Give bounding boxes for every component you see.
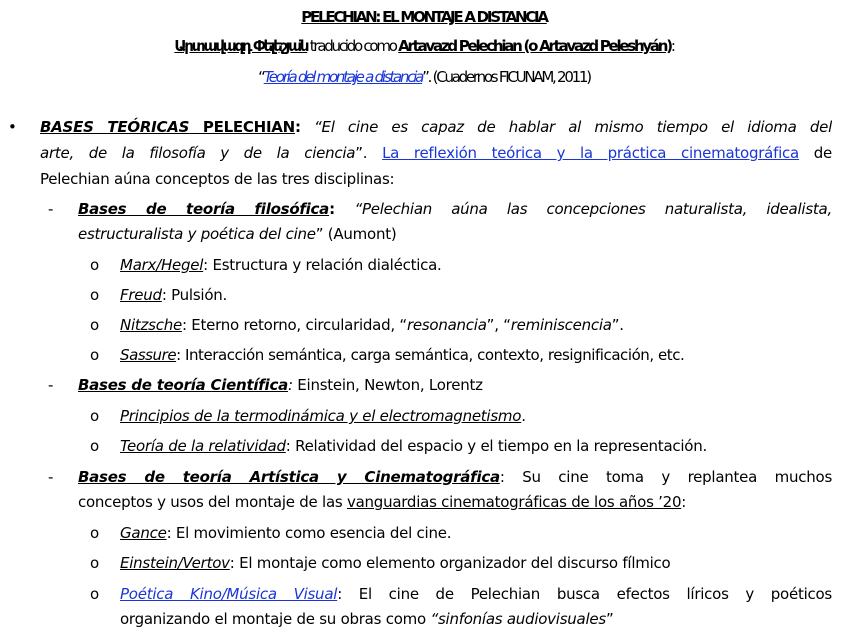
- book-quote-open: “: [258, 68, 264, 86]
- list-item-nitzsche: [120, 314, 624, 336]
- item-text: ”, “: [486, 316, 511, 334]
- aumont-quote-line2: estructuralista y poética del cine: [78, 225, 316, 243]
- list-item-gance: [120, 522, 451, 544]
- poetica-kino-link[interactable]: Poética Kino/Música Visual: [120, 585, 338, 603]
- item-text: organizando el montaje de su obras como: [120, 610, 431, 628]
- bases-teoricas-line2: [40, 142, 832, 164]
- list-item-termodinamica: [120, 405, 526, 427]
- pelechian-heading: PELECHIAN: [189, 118, 295, 136]
- item-text: : Interacción semántica, carga semántica, contexto, resignificación, etc.: [176, 346, 685, 364]
- artistica-text: : Su cine toma y replantea muchos: [499, 468, 832, 486]
- filosofica-line2: [78, 223, 396, 245]
- circle-marker: o: [90, 524, 100, 542]
- filosofica-heading: Bases de teoría filosófica: [78, 200, 330, 218]
- sinfonias-term: “sinfonías audiovisuales: [430, 610, 606, 628]
- item-italic-term: reminiscencia: [510, 316, 612, 334]
- list-item-einstein-vertov: [120, 552, 670, 574]
- translated-as-text: traducido como: [307, 37, 399, 55]
- filosofica-colon: :: [329, 200, 355, 218]
- item-text: : Relatividad del espacio y el tiempo en la representación.: [285, 437, 707, 455]
- item-name: Marx/Hegel: [120, 256, 204, 274]
- item-text: : El cine de Pelechian busca efectos líricos y poéticos: [337, 585, 832, 603]
- item-name: Freud: [120, 286, 162, 304]
- artistica-line1: [78, 466, 832, 488]
- item-name: Gance: [120, 524, 167, 542]
- item-text: : El montaje como elemento organizador del discurso fílmico: [229, 554, 671, 572]
- item-text: : Eterno retorno, circularidad, “: [181, 316, 407, 334]
- artistica-text2: conceptos y usos del montaje de las: [78, 493, 347, 511]
- cientifica-line: [78, 374, 483, 396]
- item-text: ”.: [611, 316, 624, 334]
- subtitle-line: [0, 35, 848, 57]
- cine-quote-line1: “El cine es capaz de hablar al mismo tiempo el idioma del: [300, 118, 832, 136]
- vanguardias-text: vanguardias cinematográficas de los años ’20: [346, 493, 682, 511]
- item-text: .: [521, 407, 526, 425]
- dash-marker: -: [48, 376, 54, 394]
- bases-teoricas-heading: BASES TEÓRICAS: [40, 118, 190, 136]
- subtitle-colon: :: [670, 37, 674, 55]
- filosofica-line1: [78, 198, 832, 220]
- dash-marker: -: [48, 468, 54, 486]
- item-text: : Estructura y relación dialéctica.: [203, 256, 442, 274]
- item-name: Principios de la termodinámica y el electromagnetismo: [120, 407, 522, 425]
- item-name: Teoría de la relatividad: [120, 437, 286, 455]
- cientifica-heading: Bases de teoría Científica: [78, 376, 288, 394]
- aumont-attribution: ” (Aumont): [315, 225, 397, 243]
- circle-marker: o: [90, 407, 100, 425]
- cine-quote-line2: arte, de la filosofía y de la ciencia: [40, 144, 356, 162]
- circle-marker: o: [90, 316, 100, 334]
- list-item-poetica-line1: [120, 583, 832, 605]
- book-reference-rest: ”. (Cuadernos FICUNAM, 2011): [422, 68, 590, 86]
- artistica-line2: [78, 491, 686, 513]
- item-name: Sassure: [120, 346, 177, 364]
- list-item-freud: [120, 284, 227, 306]
- book-title-link[interactable]: Teoría del montaje a distancia: [263, 68, 423, 86]
- item-text: : Pulsión.: [161, 286, 228, 304]
- item-name: Einstein/Vertov: [120, 554, 230, 572]
- bases-teoricas-line3: Pelechian aúna conceptos de las tres disciplinas:: [40, 170, 395, 188]
- book-reference-line: [0, 66, 848, 88]
- artistica-heading: Bases de teoría Artística y Cinematográfica: [78, 468, 500, 486]
- item-text: : El movimiento como esencia del cine.: [166, 524, 452, 542]
- reflexion-link[interactable]: La reflexión teórica y la práctica cinematográfica: [382, 144, 800, 162]
- circle-marker: o: [90, 437, 100, 455]
- after-link-text: de: [799, 144, 832, 162]
- list-item-poetica-line2: [120, 608, 613, 630]
- page-title: PELECHIAN: EL MONTAJE A DISTANCIA: [301, 8, 547, 26]
- circle-marker: o: [90, 554, 100, 572]
- aumont-quote-line1: “Pelechian aúna las concepciones naturalista, idealista,: [354, 200, 832, 218]
- bullet-marker: •: [8, 118, 17, 136]
- list-item-marx: [120, 254, 442, 276]
- item-text: ”: [605, 610, 614, 628]
- latin-name: Artavazd Pelechian (o Artavazd Peleshyán): [398, 37, 671, 55]
- cientifica-text: Einstein, Newton, Lorentz: [292, 376, 483, 394]
- heading-colon: :: [294, 118, 301, 136]
- circle-marker: o: [90, 286, 100, 304]
- cientifica-colon: :: [287, 376, 293, 394]
- bases-teoricas-line1: [40, 116, 832, 138]
- list-item-sassure: [120, 344, 684, 366]
- artistica-colon: :: [681, 493, 687, 511]
- item-italic-term: resonancia: [406, 316, 487, 334]
- circle-marker: o: [90, 256, 100, 274]
- cine-quote-close: ”.: [355, 144, 383, 162]
- circle-marker: o: [90, 346, 100, 364]
- list-item-relatividad: [120, 435, 707, 457]
- item-name: Nitzsche: [120, 316, 182, 334]
- circle-marker: o: [90, 585, 100, 603]
- dash-marker: -: [48, 200, 54, 218]
- armenian-name: Արտավազդ Փելեշյան: [174, 37, 308, 55]
